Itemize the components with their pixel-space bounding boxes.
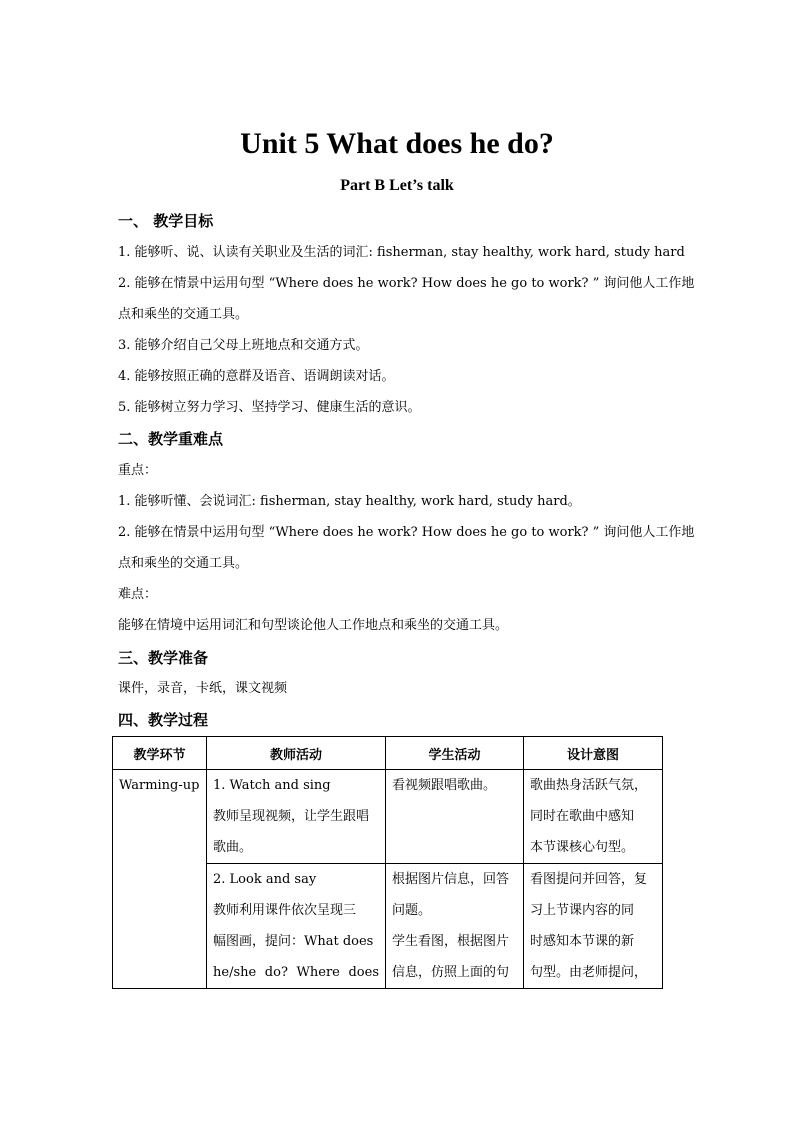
teacher-activity-cell: [207, 864, 386, 989]
objective-item: 5. 能够树立努力学习、坚持学习、健康生活的意识。: [118, 400, 421, 415]
cell-line: 教师呈现视频，让学生跟唱: [213, 809, 370, 824]
key-point-item: 2. 能够在情景中运用句型 “Where does he work? How does he go to work? ” 询问他人工作地: [118, 525, 695, 540]
design-purpose-cell: [524, 864, 663, 989]
cell-line: 根据图片信息，回答: [392, 872, 510, 887]
objective-item: 2. 能够在情景中运用句型 “Where does he work? How does he go to work? ” 询问他人工作地: [118, 276, 695, 291]
document-title: Unit 5 What does he do?: [240, 127, 554, 160]
table-header-row: [113, 737, 663, 770]
key-point-item: 点和乘坐的交通工具。: [118, 556, 249, 571]
table-header-cell: 教学环节: [113, 737, 207, 770]
difficult-points-label: 难点：: [118, 587, 158, 602]
cell-line: 本节课核心句型。: [530, 840, 635, 855]
table-row: [113, 770, 663, 864]
objective-item: 4. 能够按照正确的意群及语音、语调朗读对话。: [118, 369, 395, 384]
section-heading-key-points: 二、教学重难点: [118, 430, 224, 448]
cell-line: 2. Look and say: [213, 872, 317, 887]
table-header-cell: 学生活动: [386, 737, 524, 770]
design-purpose-cell: [524, 770, 663, 864]
cell-line: 歌曲热身活跃气氛，: [530, 778, 648, 793]
teaching-process-table: [112, 736, 663, 988]
stage-cell: [113, 770, 207, 989]
cell-line: 幅图画，提问：What does: [213, 934, 374, 949]
section-heading-objectives: 一、 教学目标: [118, 212, 214, 230]
table-header-cell: 教师活动: [207, 737, 386, 770]
cell-line: 同时在歌曲中感知: [530, 809, 635, 824]
key-point-item: 1. 能够听懂、会说词汇: fisherman, stay healthy, work hard, study hard。: [118, 494, 581, 509]
cell-line: 歌曲。: [213, 840, 253, 855]
key-points-label: 重点：: [118, 463, 158, 478]
objective-item: 1. 能够听、说、认读有关职业及生活的词汇: fisherman, stay healthy, work hard, study hard: [118, 245, 685, 260]
document-subtitle: Part B Let’s talk: [340, 177, 454, 194]
table-header-cell: 设计意图: [524, 737, 663, 770]
section-heading-preparation: 三、教学准备: [118, 649, 209, 667]
table-bottom-border: [112, 988, 663, 989]
cell-line: 问题。: [392, 903, 432, 918]
cell-line: 学生看图，根据图片: [392, 934, 510, 949]
student-activity-cell: [386, 864, 524, 989]
teacher-activity-cell: [207, 770, 386, 864]
objective-item: 点和乘坐的交通工具。: [118, 307, 249, 322]
stage-text: Warming-up: [119, 778, 200, 793]
cell-line: 时感知本节课的新: [530, 934, 635, 949]
cell-line: 信息，仿照上面的句: [392, 965, 510, 980]
cell-line: 教师利用课件依次呈现三: [213, 903, 357, 918]
cell-line: 看视频跟唱歌曲。: [392, 778, 497, 793]
preparation-text: 课件，录音，卡纸，课文视频: [118, 681, 288, 696]
cell-line: 看图提问并回答，复: [530, 872, 648, 887]
cell-line: he/she do? Where does: [213, 965, 379, 980]
student-activity-cell: [386, 770, 524, 864]
cell-line: 句型。由老师提问，: [530, 965, 648, 980]
cell-line: 1. Watch and sing: [213, 778, 331, 793]
section-heading-process: 四、教学过程: [118, 711, 209, 729]
objective-item: 3. 能够介绍自己父母上班地点和交通方式。: [118, 338, 369, 353]
cell-line: 习上节课内容的同: [530, 903, 635, 918]
difficult-point-text: 能够在情境中运用词汇和句型谈论他人工作地点和乘坐的交通工具。: [118, 618, 509, 633]
